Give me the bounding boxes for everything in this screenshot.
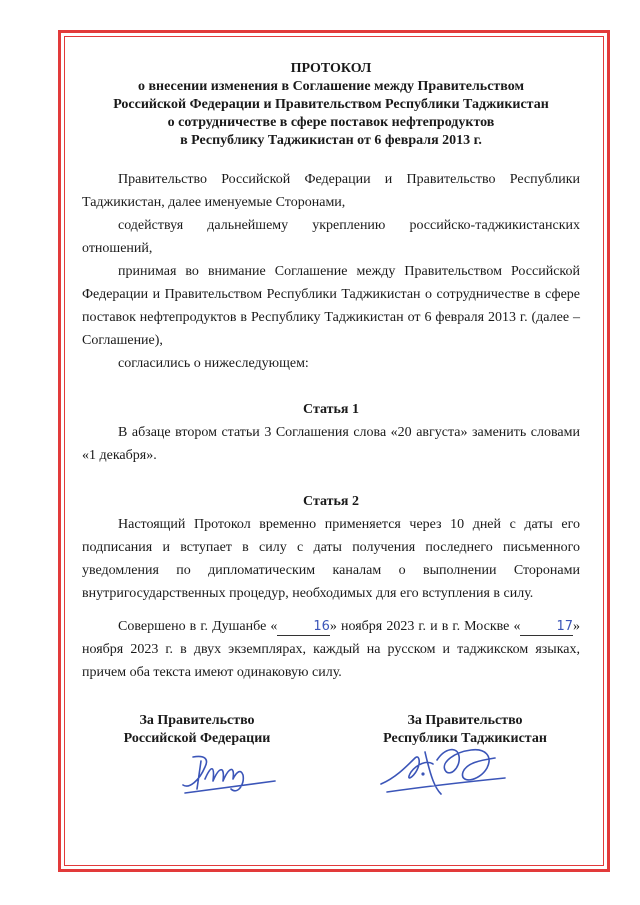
preamble-paragraph-4: согласились о нижеследующем: [118, 356, 309, 371]
execution-clause-part-1: Совершено в г. Душанбе « [118, 619, 278, 634]
preamble-paragraph-1: Правительство Российской Федерации и Правительство Республики Таджикистан, далее именуемые Сторонами, [82, 172, 580, 210]
title-line-5: в Республику Таджикистан от 6 февраля 2013 г. [180, 133, 482, 148]
execution-clause-part-3: » ноября 2023 г. в двух экземплярах, каждый на русском и таджикском языках, причем оба текста имеют одинаковую силу. [82, 619, 580, 680]
title-line-1: ПРОТОКОЛ [290, 61, 372, 76]
title-line-3: Российской Федерации и Правительством Республики Таджикистан [113, 97, 549, 112]
article-2-text: Настоящий Протокол временно применяется через 10 дней с даты его подписания и вступает в силу с даты получения последнего письменного уведомления по дипломатическим каналам о выполнении Сторонами внутригосударственных процедур, необходимых для его вступления в силу. [82, 517, 580, 601]
document-body [82, 60, 580, 748]
article-1-text: В абзаце втором статьи 3 Соглашения слова «20 августа» заменить словами «1 декабря». [82, 425, 580, 463]
title-line-4: о сотрудничестве в сфере поставок нефтепродуктов [167, 115, 495, 130]
document-title [82, 60, 580, 150]
article-2-heading: Статья 2 [303, 494, 359, 509]
preamble-paragraph-2: содействуя дальнейшему укреплению российско-таджикистанских отношений, [82, 218, 580, 256]
signatory-russia-line-2: Российской Федерации [123, 731, 271, 746]
execution-clause-part-2: » ноября 2023 г. и в г. Москве « [329, 619, 521, 634]
signatory-tajikistan-line-2: Республики Таджикистан [383, 731, 547, 746]
signatory-tajikistan-line-1: За Правительство [407, 713, 523, 728]
handwritten-day-moscow: 17 [520, 619, 573, 636]
article-1-heading: Статья 1 [303, 402, 359, 417]
signatory-russia-line-1: За Правительство [139, 713, 255, 728]
title-line-2: о внесении изменения в Соглашение между Правительством [137, 79, 525, 94]
execution-clause [82, 615, 580, 684]
signature-tajikistan [375, 738, 525, 803]
handwritten-day-dushanbe: 16 [277, 619, 330, 636]
signature-russia [175, 745, 285, 800]
preamble-paragraph-3: принимая во внимание Соглашение между Правительством Российской Федерации и Правительством Республики Таджикистан о сотрудничестве в сфере поставок нефтепродуктов в Республику Таджикистан от 6 февраля 2013 г. (далее – Соглашение), [82, 264, 580, 348]
signatory-russia [82, 712, 312, 748]
